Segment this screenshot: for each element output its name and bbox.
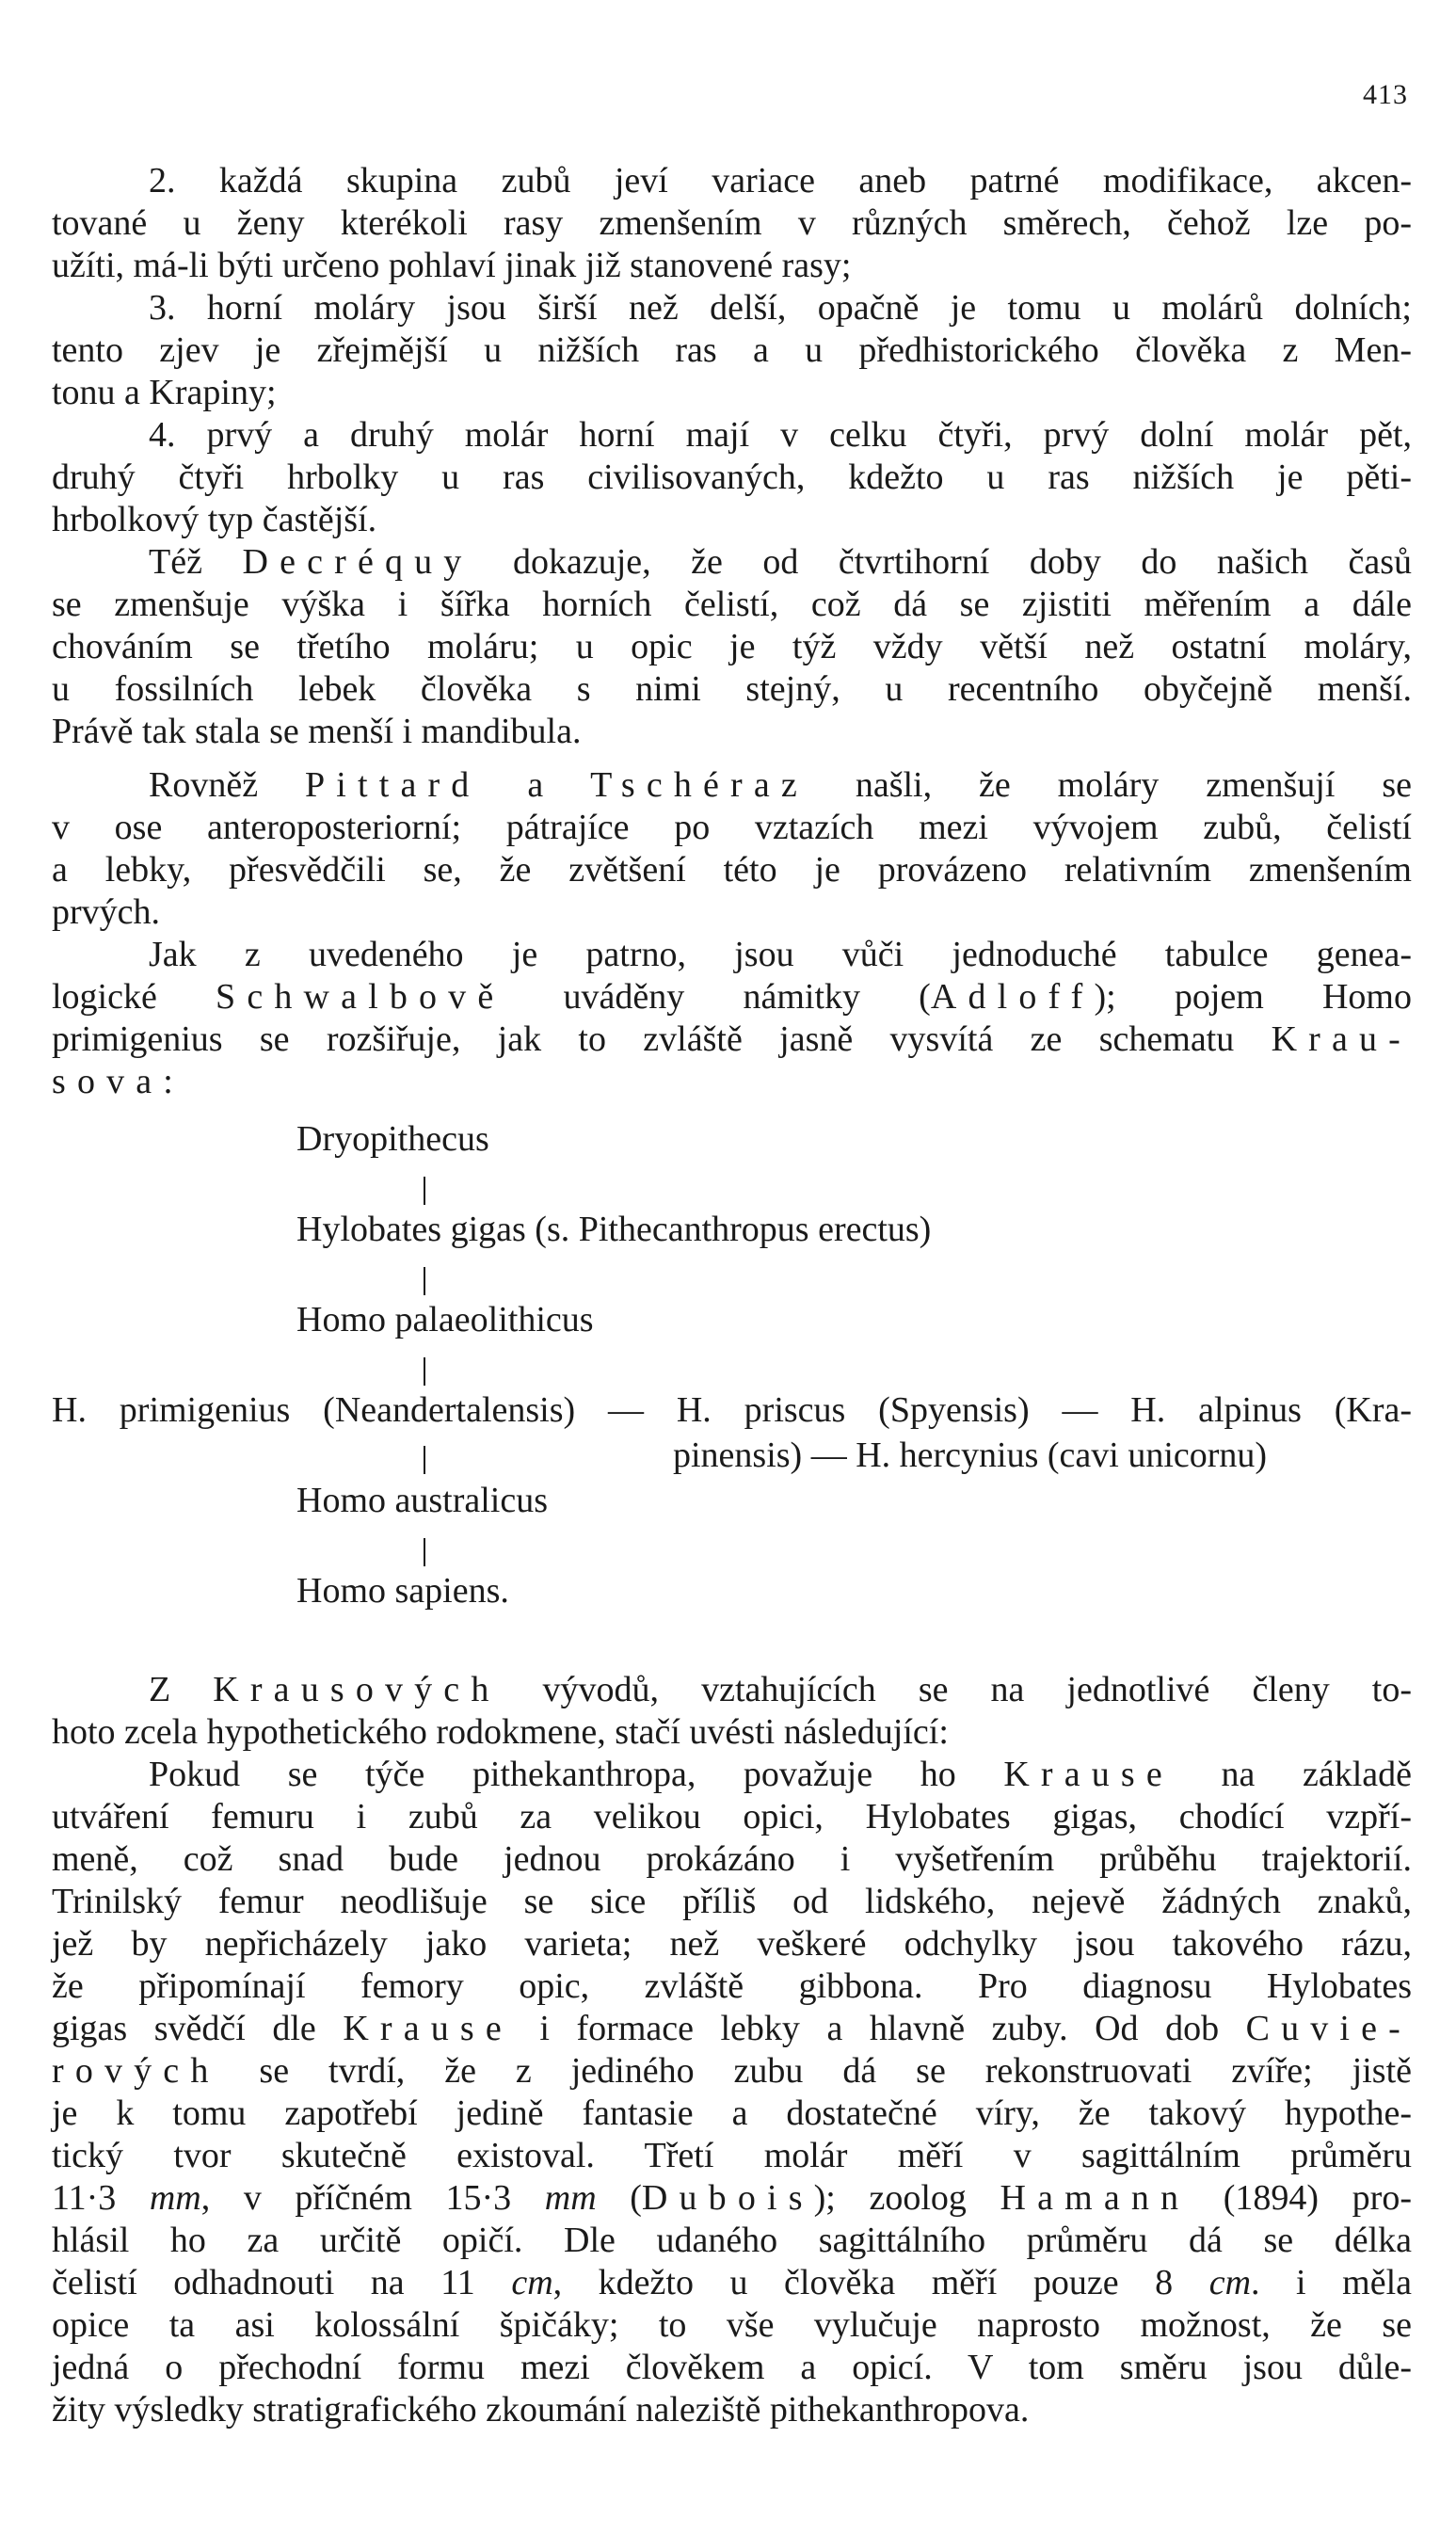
text-line: Jak z uvedeného je patrno, jsou vůči jednoduché tabulce geneа- — [149, 935, 1412, 974]
text-run: : — [163, 1062, 173, 1101]
text-run: logické — [52, 977, 216, 1017]
text-line: a lebky, přesvědčili se, že zvětšení této je provázeno relativním zmenšením — [52, 850, 1412, 890]
text-run: na základě — [1173, 1755, 1412, 1794]
text-line: tonu a Krapiny; — [52, 373, 277, 412]
author-name: Decréquy — [242, 542, 473, 582]
text-line: 3. horní moláry jsou širší než delší, opačně je tomu u molárů dolních; — [149, 288, 1412, 328]
text-run: ); pojem Homo — [1094, 977, 1412, 1017]
text-run: dokazuje, že od čtvrtihorní doby do našich časů — [472, 542, 1412, 582]
paragraph-pittard — [52, 764, 1412, 934]
text-run: vývodů, vztahujících se na jednotlivé členy to- — [500, 1670, 1412, 1709]
text-line: se zmenšuje výška i šířka horních čelistí, což dá se zjistiti měřením a dále — [52, 585, 1412, 624]
text-line: tický tvor skutečně existoval. Třetí molár měří v sagittálním průměru — [52, 2136, 1412, 2175]
author-name: sova — [52, 1062, 164, 1101]
page-number: 413 — [1363, 79, 1408, 110]
scheme-connector — [424, 1267, 425, 1295]
text-line: hrbolkový typ častější. — [52, 500, 377, 539]
paragraph-item-4 — [52, 414, 1412, 541]
scheme-node-primigenius: H. primigenius (Neandertalensis) — H. priscus (Spyensis) — H. alpinus (Kra- — [52, 1390, 1412, 1430]
text-line: hoto zcela hypothetického rodokmene, stačí uvésti následující: — [52, 1712, 949, 1752]
text-line: je k tomu zapotřebí jedině fantasie a dostatečné víry, že takový hypothe- — [52, 2093, 1412, 2133]
text-run: primigenius se rozšiřuje, jak to zvláště jasně vysvítá ze schematu — [52, 1019, 1272, 1059]
text-run: i formace lebky a hlavně zuby. Od dob — [512, 2009, 1246, 2048]
text-run: ( — [596, 2178, 642, 2218]
text-line: Právě tak stala se menší i mandibula. — [52, 712, 582, 751]
text-line: meně, což snad bude jednou prokázáno i vyšetřením průběhu trajektorií. — [52, 1839, 1412, 1879]
author-name: Pittard — [305, 765, 481, 805]
scheme-node-palaeolithicus: Homo palaeolithicus — [296, 1300, 594, 1339]
text-line: tované u ženy kterékoli rasy zmenšením v různých směrech, čehož lze po- — [52, 203, 1412, 243]
paragraph-pithecanthropus — [52, 1754, 1412, 2431]
text-run: , kdežto u člověka měří pouze 8 — [552, 2263, 1209, 2302]
paragraph-decrequy — [52, 541, 1412, 753]
text-line — [52, 1061, 1412, 1103]
text-line — [52, 764, 1412, 807]
text-run: čelistí odhadnouti na 11 — [52, 2263, 512, 2302]
scheme-node-dryopithecus: Dryopithecus — [296, 1119, 489, 1159]
unit: mm — [149, 2178, 201, 2218]
text-line: že připomínají femory opic, zvláště gibbona. Pro diagnosu Hylobates — [52, 1966, 1412, 2006]
paragraph-item-2 — [52, 160, 1412, 287]
text-run: 11·3 — [52, 2178, 150, 2218]
scheme-connector — [424, 1357, 425, 1386]
text-run: Rovněž — [149, 765, 305, 805]
text-line: v ose anteroposteriorní; pátrajíce po vztazích mezi vývojem zubů, čelistí — [52, 808, 1412, 847]
text-line — [52, 2262, 1412, 2304]
text-line — [52, 2050, 1412, 2093]
scheme-node-hercynius: pinensis) — H. hercynius (cavi unicornu) — [673, 1435, 1268, 1475]
text-run: gigas svědčí dle — [52, 2009, 344, 2048]
text-run: našli, že moláry zmenšují se — [808, 765, 1412, 805]
author-name: Schwalbově — [216, 977, 505, 1017]
text-run: uváděny námitky ( — [504, 977, 931, 1017]
text-line — [52, 541, 1412, 584]
text-run: . i měla — [1251, 2263, 1412, 2302]
paragraph-schwalbe — [52, 934, 1412, 1103]
author-name: Cuvie- — [1245, 2009, 1412, 2048]
text-run: ); zoolog — [813, 2178, 1000, 2218]
unit: cm — [1208, 2263, 1252, 2302]
text-line: chováním se třetího moláru; u opic je týž vždy větší než ostatní moláry, — [52, 627, 1412, 666]
text-line: 2. každá skupina zubů jeví variace aneb patrné modifikace, akcen- — [149, 161, 1412, 200]
paragraph-item-3 — [52, 287, 1412, 414]
text-run: (1894) pro- — [1190, 2178, 1412, 2218]
text-run: Též — [149, 542, 243, 582]
text-line: užíti, má-li býti určeno pohlaví jinak již stanovené rasy; — [52, 246, 852, 285]
text-line: jež by nepřicházely jako varieta; než veškeré odchylky jsou takového rázu, — [52, 1924, 1412, 1964]
text-line: prvých. — [52, 892, 161, 932]
scheme-node-hylobates: Hylobates gigas (s. Pithecanthropus erectus) — [296, 1210, 932, 1249]
scheme-connector — [424, 1538, 425, 1566]
scheme-connector — [424, 1446, 425, 1474]
author-name: Tschéraz — [590, 765, 808, 805]
scheme-connector — [424, 1177, 425, 1205]
page-body — [52, 160, 1412, 2431]
text-line: utváření femuru i zubů za velikou opici, Hylobates gigas, chodící vzpří- — [52, 1797, 1412, 1836]
text-run: se tvrdí, že z jediného zubu dá se rekonstruovati zvíře; jistě — [219, 2051, 1412, 2091]
text-run: Z — [149, 1670, 214, 1709]
text-run: , v příčném 15·3 — [200, 2178, 545, 2218]
unit: cm — [511, 2263, 553, 2302]
unit: mm — [544, 2178, 597, 2218]
text-line — [52, 976, 1412, 1018]
text-run: a — [480, 765, 591, 805]
text-line: jedná o přechodní formu mezi člověkem a opicí. V tom směru jsou důle- — [52, 2348, 1412, 2387]
text-line: žity výsledky stratigrafického zkoumání naleziště pithekanthropova. — [52, 2390, 1030, 2430]
author-name: Krausových — [213, 1670, 501, 1709]
text-line: druhý čtyři hrbolky u ras civilisovaných, kdežto u ras nižších je pěti- — [52, 457, 1412, 497]
author-name: rových — [52, 2051, 220, 2091]
text-line — [52, 1018, 1412, 1061]
author-name: Krause — [343, 2009, 513, 2048]
text-line: opice ta asi kolossální špičáky; to vše vylučuje naprosto možnost, že se — [52, 2305, 1412, 2345]
text-line — [52, 2177, 1412, 2220]
scheme-node-sapiens: Homo sapiens. — [296, 1571, 509, 1611]
author-name: Adloff — [930, 977, 1095, 1017]
text-line — [52, 2008, 1412, 2050]
text-line: hlásil ho za určitě opičí. Dle udaného sagittálního průměru dá se délka — [52, 2221, 1412, 2260]
text-line: tento zjev je zřejmější u nižších ras a u předhistorického člověka z Men- — [52, 330, 1412, 370]
text-line: 4. prvý a druhý molár horní mají v celku čtyři, prvý dolní molár pět, — [149, 415, 1412, 455]
scheme-node-australicus: Homo australicus — [296, 1481, 549, 1520]
author-name: Krause — [1003, 1755, 1174, 1794]
genealogy-scheme — [52, 1109, 1412, 1791]
author-name: Krau- — [1271, 1019, 1412, 1059]
author-name: Hamann — [1000, 2178, 1191, 2218]
text-line: u fossilních lebek člověka s nimi stejný, u recentního obyčejně menší. — [52, 669, 1412, 709]
text-run: Pokud se týče pithekanthropa, považuje ho — [149, 1755, 1004, 1794]
author-name: Dubois — [641, 2178, 814, 2218]
text-line: Trinilský femur neodlišuje se sice příliš od lidského, nejevě žádných znaků, — [52, 1882, 1412, 1921]
